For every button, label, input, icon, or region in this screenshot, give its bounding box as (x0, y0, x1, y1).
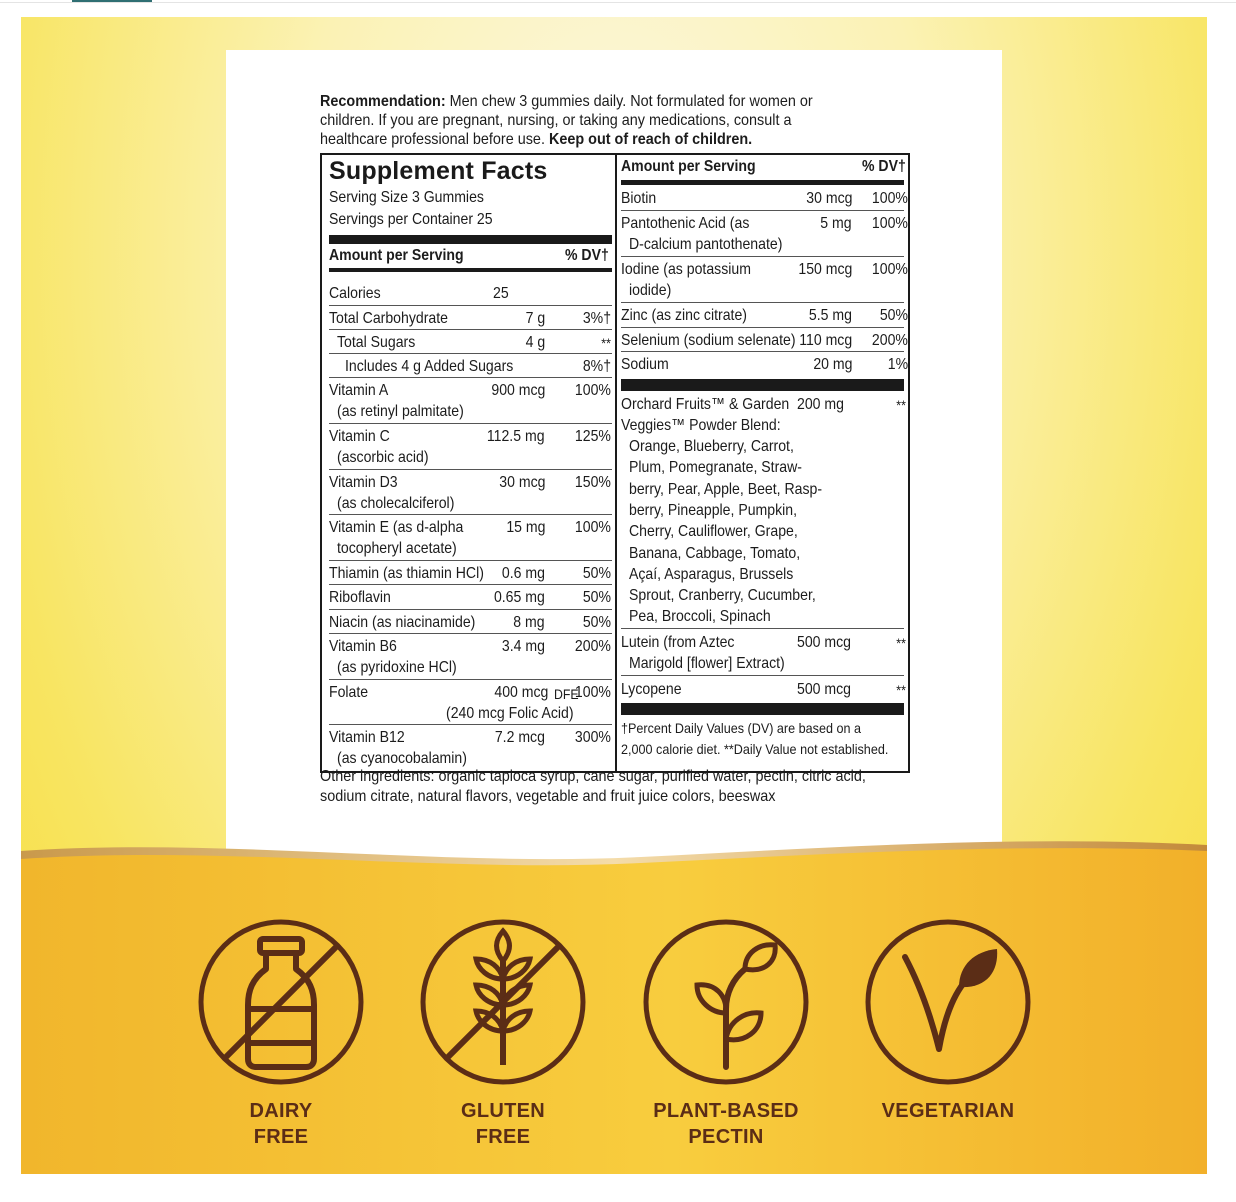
leaf-v-icon (863, 917, 1033, 1087)
blend-amount: 200 mg (797, 396, 844, 413)
badge-label-gluten-free (393, 1098, 613, 1150)
nutrient-name: Vitamin B6 (329, 638, 397, 655)
blend-name-2: Veggies™ Powder Blend: (621, 417, 781, 434)
recommendation-label: Recommendation: (320, 93, 446, 110)
medium-rule (329, 268, 612, 272)
nutrient-amount: 112.5 mg (487, 428, 545, 445)
nutrient-name: Calories (329, 285, 381, 302)
nutrient-name: Selenium (sodium selenate) (621, 332, 796, 349)
recommendation-warning: Keep out of reach of children. (548, 131, 753, 148)
nutrient-source: (as cholecalciferol) (337, 495, 455, 512)
blend-ingredient-line: Plum, Pomegranate, Straw- (629, 459, 802, 477)
blend-ingredient-line: berry, Pear, Apple, Beet, Rasp- (629, 480, 823, 498)
nutrient-dv: 50% (582, 565, 611, 582)
nutrient-dv: 150% (574, 474, 611, 491)
right-dv-header: % DV† (862, 158, 906, 175)
lycopene-name: Lycopene (621, 681, 682, 698)
row-divider (329, 353, 612, 354)
nutrient-amount: 3.4 mg (501, 638, 545, 655)
lutein-name: Lutein (from Aztec (621, 634, 735, 651)
nutrient-name: Thiamin (as thiamin HCl) (329, 565, 484, 582)
nutrient-dv: 50% (582, 614, 611, 631)
nutrient-amount: 5.5 mg (808, 307, 852, 324)
badge-label-vegetarian (838, 1098, 1058, 1124)
row-divider (621, 256, 904, 257)
blend-ingredient-line: Cherry, Cauliflower, Grape, (629, 523, 798, 541)
nutrient-amount: 5 mg (820, 215, 852, 232)
serving-size: Serving Size 3 Gummies (329, 189, 484, 206)
lycopene-dv: ** (896, 682, 906, 698)
row-divider (621, 351, 904, 352)
footnote-line-1: †Percent Daily Values (DV) are based on a (621, 720, 861, 736)
badge-line2: FREE (475, 1126, 531, 1148)
right-thick-rule (621, 379, 904, 391)
row-divider (329, 609, 612, 610)
row-divider (621, 675, 904, 676)
nutrient-source: (as cyanocobalamin) (337, 750, 467, 767)
badge-label-dairy-free (171, 1098, 391, 1150)
row-divider (329, 423, 612, 424)
nutrient-dv: 100% (871, 190, 908, 207)
nutrient-dv: 1% (887, 356, 908, 373)
row-divider (329, 560, 612, 561)
nutrient-source: D-calcium pantothenate) (629, 236, 783, 253)
nutrient-name: Total Carbohydrate (329, 310, 448, 327)
nutrient-dv: 50% (582, 589, 611, 606)
nutrient-name: Pantothenic Acid (as (621, 215, 750, 232)
nutrient-amount: 900 mcg (490, 382, 545, 399)
nutrient-name: Total Sugars (337, 334, 416, 351)
row-divider (329, 377, 612, 378)
recommendation-text (320, 92, 860, 149)
nutrient-amount: 30 mcg (498, 474, 545, 491)
nutrient-amount-unit: DFE (554, 686, 579, 702)
blend-ingredient-line: Açaí, Asparagus, Brussels (629, 565, 794, 583)
nutrient-amount: 150 mcg (797, 261, 852, 278)
facts-left-column (322, 155, 617, 771)
nutrient-dv: 100% (574, 684, 611, 701)
row-divider (329, 329, 612, 330)
servings-per-container: Servings per Container 25 (329, 211, 493, 228)
row-divider (621, 210, 904, 211)
nutrient-amount: 7.2 mcg (494, 729, 545, 746)
lutein-sub: Marigold [flower] Extract) (629, 655, 785, 672)
row-divider (329, 724, 612, 725)
supplement-facts-box (320, 153, 910, 773)
nutrient-source: iodide) (629, 282, 672, 299)
nutrient-amount: 8 mg (513, 614, 545, 631)
row-divider (329, 584, 612, 585)
nutrient-dv: 100% (871, 215, 908, 232)
nutrient-dv: 100% (871, 261, 908, 278)
row-divider (329, 633, 612, 634)
top-divider (0, 2, 1236, 3)
nutrient-dv: 50% (879, 307, 908, 324)
blend-name: Orchard Fruits™ & Garden (621, 396, 790, 413)
nutrient-dv: 100% (574, 382, 611, 399)
nutrient-name: Vitamin D3 (329, 474, 398, 491)
nutrient-amount: 4 g (525, 334, 545, 351)
badge-label-plant-based-pectin (616, 1098, 836, 1150)
nutrient-amount: 7 g (525, 310, 545, 327)
milk-bottle-crossed-icon (196, 917, 366, 1087)
amount-per-serving-header: Amount per Serving (329, 247, 464, 264)
nutrient-name: Sodium (621, 356, 669, 373)
nutrient-name: Vitamin E (as d-alpha (329, 519, 464, 536)
nutrient-amount: 0.6 mg (501, 565, 545, 582)
bottom-thick-rule (621, 703, 904, 715)
row-divider (621, 302, 904, 303)
nutrient-source: (as pyridoxine HCl) (337, 659, 457, 676)
nutrient-source: tocopheryl acetate) (337, 540, 457, 557)
row-divider (329, 514, 612, 515)
blend-ingredient-line: Pea, Broccoli, Spinach (629, 608, 771, 626)
badge-line1: GLUTEN (460, 1100, 546, 1122)
nutrient-amount: 400 mcg (493, 684, 548, 701)
thick-rule (329, 235, 612, 244)
dv-header: % DV† (565, 247, 609, 264)
blend-dv: ** (896, 397, 906, 413)
row-divider (329, 469, 612, 470)
nutrient-name: Vitamin B12 (329, 729, 405, 746)
nutrient-dv: 8%† (582, 358, 611, 375)
nutrient-dv: 200% (574, 638, 611, 655)
nutrient-name: Niacin (as niacinamide) (329, 614, 476, 631)
blend-ingredient-line: Sprout, Cranberry, Cucumber, (629, 587, 816, 605)
nutrient-amount: 20 mg (812, 356, 852, 373)
nutrient-amount: 15 mg (505, 519, 545, 536)
blend-ingredient-line: Banana, Cabbage, Tomato, (629, 544, 801, 562)
nutrient-name: Includes 4 g Added Sugars (345, 358, 514, 375)
row-divider (329, 305, 612, 306)
sprout-icon (641, 917, 811, 1087)
badge-line2: FREE (253, 1126, 309, 1148)
nutrient-source: (as retinyl palmitate) (337, 403, 464, 420)
nutrient-dv: ** (601, 335, 611, 351)
nutrient-dv: 125% (574, 428, 611, 445)
nutrient-dv: 300% (574, 729, 611, 746)
nutrient-name: Vitamin C (329, 428, 390, 445)
nutrient-amount: 25 (493, 285, 509, 302)
nutrient-dv: 3%† (582, 310, 611, 327)
blend-ingredient-line: berry, Pineapple, Pumpkin, (629, 501, 798, 519)
nutrient-name: Vitamin A (329, 382, 389, 399)
badge-line1: VEGETARIAN (881, 1100, 1015, 1122)
row-divider (621, 327, 904, 328)
nutrient-source: (240 mcg Folic Acid) (446, 705, 574, 722)
footnote-line-2: 2,000 calorie diet. **Daily Value not established. (621, 741, 889, 757)
blend-ingredient-line: Orange, Blueberry, Carrot, (629, 438, 794, 455)
nutrient-name: Biotin (621, 190, 657, 207)
right-amount-header: Amount per Serving (621, 158, 756, 175)
nutrient-amount: 0.65 mg (494, 589, 545, 606)
badge-line1: DAIRY (249, 1100, 313, 1122)
lutein-dv: ** (896, 635, 906, 651)
nutrient-amount: 110 mcg (799, 332, 852, 349)
nutrient-amount: 30 mcg (805, 190, 852, 207)
recommendation-body: Men chew 3 gummies daily. Not formulated for women or children. If you are pregnant, nursing, or taking any medications, consult a healthcare professional before use. (320, 93, 813, 148)
nutrient-dv: 200% (871, 332, 908, 349)
nutrient-name: Folate (329, 684, 369, 701)
row-divider (329, 679, 612, 680)
facts-title: Supplement Facts (329, 157, 548, 185)
lutein-amount: 500 mcg (797, 634, 852, 651)
nutrient-source: (ascorbic acid) (337, 449, 429, 466)
nutrient-name: Riboflavin (329, 589, 391, 606)
badge-line1: PLANT-BASED (653, 1100, 799, 1122)
nutrient-name: Zinc (as zinc citrate) (621, 307, 747, 324)
row-divider (621, 628, 904, 629)
lycopene-amount: 500 mcg (797, 681, 852, 698)
other-ingredients: Other ingredients: organic tapioca syrup, cane sugar, purified water, pectin, citric acid, sodium citrate, natural flavors, vegetable and fruit juice colors, beeswax (320, 768, 866, 805)
badge-line2: PECTIN (688, 1126, 764, 1148)
facts-right-column (619, 155, 910, 771)
right-medium-rule (621, 180, 904, 185)
nutrient-name: Iodine (as potassium (621, 261, 751, 278)
product-image-panel (21, 17, 1207, 1174)
nutrient-dv: 100% (574, 519, 611, 536)
wheat-crossed-icon (418, 917, 588, 1087)
